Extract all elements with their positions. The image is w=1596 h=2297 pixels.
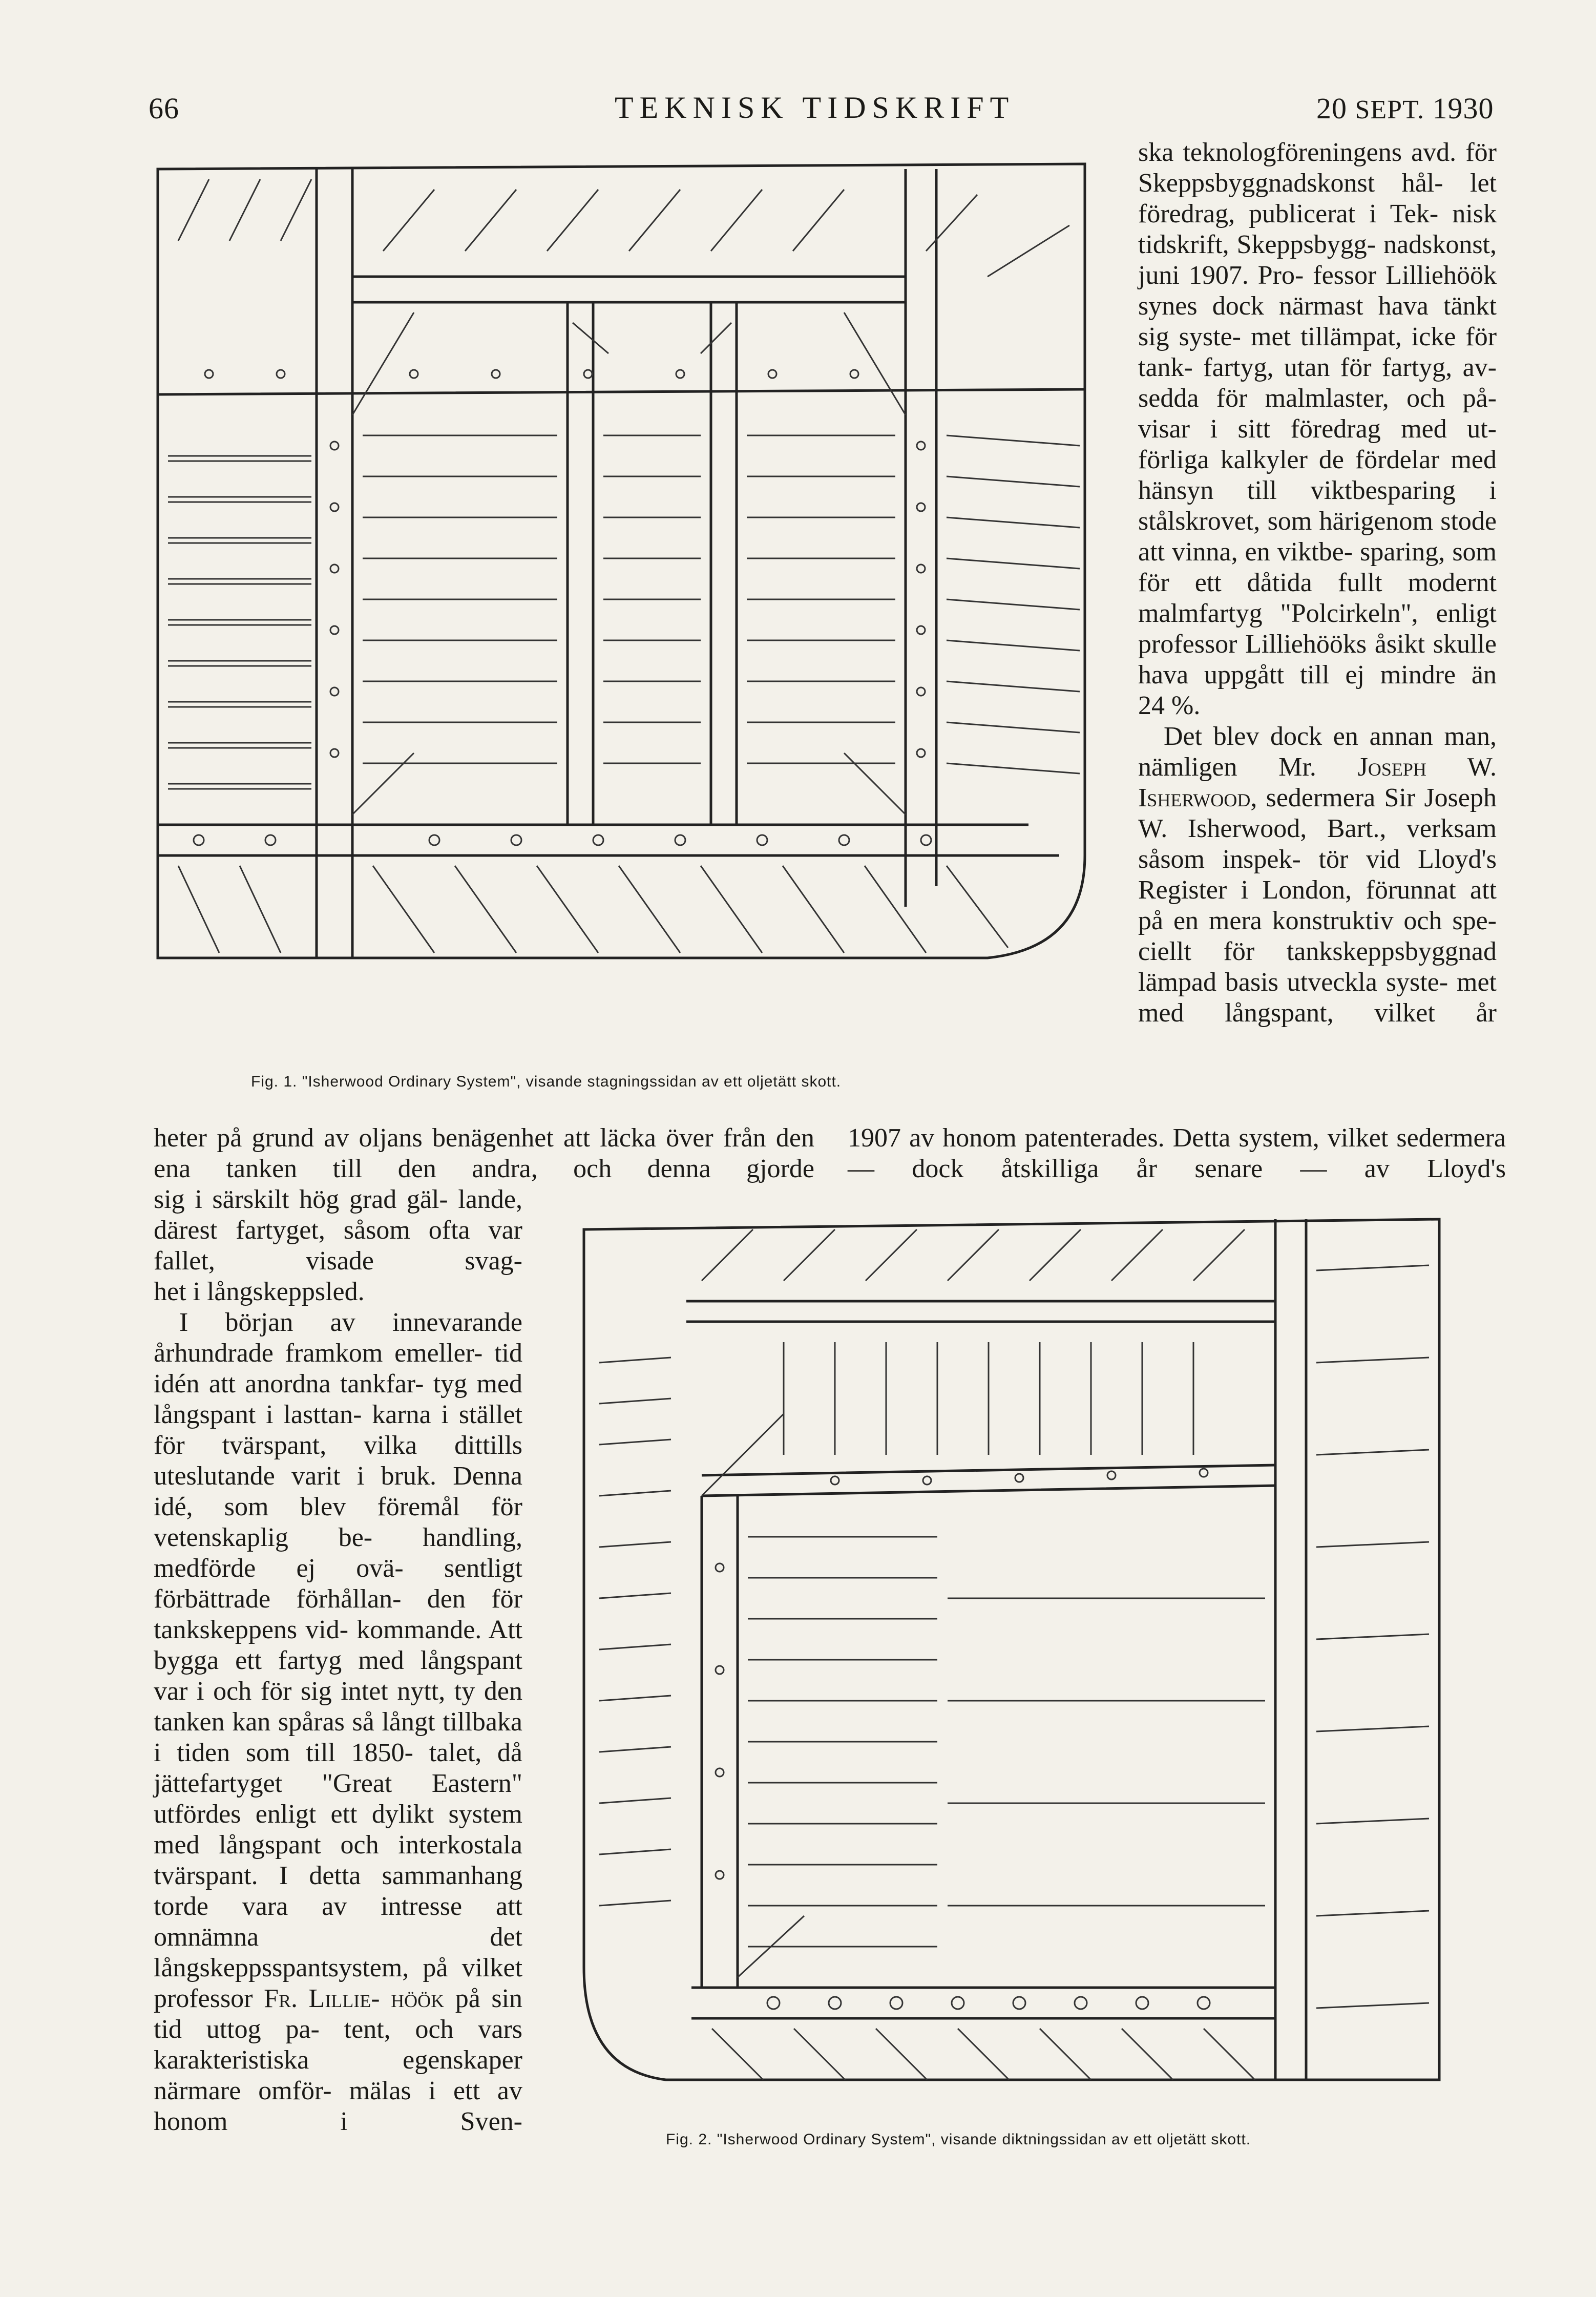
text-line: fullt modernt malmfartyg: [1138, 568, 1497, 628]
figure-2-caption: Fig. 2. "Isherwood Ordinary System", visande diktningssidan av ett oljetätt skott.: [666, 2131, 1251, 2148]
text-line: ofta var fallet, visade svag-: [154, 1216, 522, 1276]
figure-1-caption: Fig. 1. "Isherwood Ordinary System", visande stagningssidan av ett oljetätt skott.: [251, 1073, 842, 1090]
text-line: Sir Joseph W. Isherwood,: [1138, 783, 1497, 843]
text-line: vilka dittills uteslutande varit: [154, 1431, 522, 1491]
text-line: och för sig intet nytt, ty den: [213, 1677, 523, 1706]
text-line: London, förunnat att på en: [1138, 875, 1497, 935]
text-line: vilket professor: [154, 1953, 523, 2013]
text-line: "Polcirkeln", enligt professor: [1138, 599, 1497, 659]
text-line: tanken kan spåras så långt: [154, 1707, 435, 1737]
issue-date-year: 1930: [1432, 92, 1494, 125]
text-line: handling, medförde ej ovä-: [154, 1523, 523, 1583]
text-line: sedermera: [1266, 783, 1376, 812]
text-line: let föredrag, publicerat i Tek-: [1138, 169, 1497, 228]
text-line: 1907 av honom patenterades. Detta system, vilket: [848, 1123, 1389, 1153]
paragraph-left-1-end: [154, 1277, 522, 1307]
text-line: den för tankskeppens vid-: [154, 1584, 522, 1644]
text-line: W.: [1467, 753, 1497, 782]
text-line: förliga kalkyler de fördelar: [1138, 445, 1440, 474]
figure-1-illustration: [148, 149, 1105, 1019]
text-line: tör vid Lloyd's Register i: [1138, 845, 1497, 905]
text-line: århundrade framkom emeller-: [154, 1339, 483, 1368]
text-line: i stålskrovet, som härigenom: [1138, 476, 1497, 536]
text-line: dylikt system med långspant: [154, 1800, 522, 1860]
issue-date-month: SEPT.: [1355, 95, 1425, 124]
text-line: långskeppsspantsystem, på: [154, 1953, 448, 1982]
text-line: sedda för malmlaster, och på-: [1138, 384, 1497, 413]
text-line: visar i sitt föredrag med ut-: [1138, 414, 1497, 444]
text-line: het i långskeppsled.: [154, 1277, 365, 1306]
text-line: talet, då jättefartyget "Great: [154, 1738, 522, 1798]
text-line: i bruk. Denna idé, som blev: [154, 1461, 523, 1521]
text-line: Lilliehööks åsikt skulle hava: [1138, 630, 1497, 690]
issue-date: [1316, 91, 1494, 126]
text-line: tillbaka i tiden som till 1850-: [154, 1707, 522, 1767]
text-line: ska teknologföreningens avd.: [1138, 138, 1457, 167]
text-line: med hänsyn till viktbesparing: [1138, 445, 1497, 505]
text-line: mera konstruktiv och spe-: [1208, 906, 1497, 935]
text-line: närmast hava tänkt sig syste-: [1138, 291, 1497, 351]
text-line: lande, därest fartyget, såsom: [154, 1185, 522, 1245]
text-line: sig i särskilt hög grad gäl-: [154, 1185, 448, 1214]
paragraph-left-2: [154, 1307, 522, 2137]
person-name: Fr. Lillie-: [264, 1984, 380, 2013]
person-name: Isherwood,: [1138, 783, 1257, 812]
text-line: mälas i ett av honom i Sven-: [154, 2076, 523, 2136]
text-line: man, nämligen Mr.: [1138, 722, 1497, 782]
text-line: fartyg, utan för fartyg, av-: [1203, 353, 1497, 382]
text-line: stode att vinna, en viktbe-: [1138, 507, 1497, 567]
text-line: för Skeppsbyggnadskonst hål-: [1138, 138, 1497, 198]
text-column-right-top: [1138, 137, 1497, 1029]
text-line: sentligt förbättrade förhållan-: [154, 1554, 523, 1614]
text-line: 24 %.: [1138, 691, 1201, 720]
text-line: tid idén att anordna tankfar-: [154, 1339, 522, 1398]
text-line: och interkostala tvärspant. I: [154, 1830, 522, 1890]
text-line: tyg med långspant i lasttan-: [154, 1369, 522, 1429]
text-line: I början av innevarande: [179, 1308, 522, 1337]
text-line: på sin tid uttog pa-: [154, 1984, 523, 2044]
figure-2-illustration: [569, 1209, 1450, 2111]
issue-date-day: 20: [1316, 92, 1347, 125]
figure-1-bulkhead-drawing: [148, 149, 1105, 1019]
text-column-left: [154, 1184, 522, 2137]
paragraph-right-2: [1138, 721, 1497, 1029]
text-line: lämpad basis utveckla syste-: [1138, 968, 1448, 997]
text-line: fessor Lilliehöök synes dock: [1138, 261, 1497, 321]
text-line: detta sammanhang torde vara: [154, 1861, 522, 1921]
text-line: från den ena tanken till den andra, och denna gjorde: [154, 1123, 815, 1183]
page-number: 66: [149, 92, 179, 125]
paragraph-right-1-end: [1138, 691, 1497, 721]
text-line: nisk tidskrift, Skeppsbygg-: [1138, 199, 1497, 259]
text-line: sparing, som för ett dåtida: [1138, 537, 1497, 597]
text-line: nadskonst, juni 1907. Pro-: [1138, 230, 1497, 290]
text-wide-right: [848, 1123, 1506, 1184]
text-line: fartyg med långspant var i: [154, 1646, 523, 1706]
paragraph-left-1: [154, 1184, 522, 1277]
text-line: sedermera — dock åtskilliga år senare — av Lloyd's: [848, 1123, 1506, 1183]
journal-title: TEKNISK TIDSKRIFT: [615, 91, 1015, 124]
paragraph-right-1: [1138, 137, 1497, 691]
person-name: höök: [391, 1984, 445, 2013]
text-wide-left: [154, 1123, 814, 1184]
text-line: uppgått till ej mindre än: [1204, 660, 1497, 690]
text-line: kommande. Att bygga ett: [154, 1615, 522, 1675]
text-line: Eastern" utfördes enligt ett: [154, 1769, 522, 1829]
text-line: tent, och vars karakteristiska: [154, 2015, 523, 2075]
text-line: föremål för vetenskaplig be-: [154, 1492, 522, 1552]
text-line: Bart., verksam såsom inspek-: [1138, 814, 1497, 874]
figure-2-bulkhead-drawing: [569, 1209, 1450, 2111]
person-name: Joseph: [1357, 753, 1426, 782]
text-line: av intresse att omnämna det: [154, 1892, 522, 1952]
text-line: heter på grund av oljans benägenhet att läcka över: [154, 1123, 713, 1153]
text-line: egenskaper närmare omför-: [154, 2045, 522, 2105]
text-line: met med långspant, vilket år: [1138, 968, 1497, 1028]
text-line: ciellt för tankskeppsbyggnad: [1138, 937, 1497, 966]
text-line: Det blev dock en annan: [1164, 722, 1433, 751]
text-line: met tillämpat, icke för tank-: [1138, 322, 1497, 382]
text-line: karna i stället för tvärspant,: [154, 1400, 523, 1460]
